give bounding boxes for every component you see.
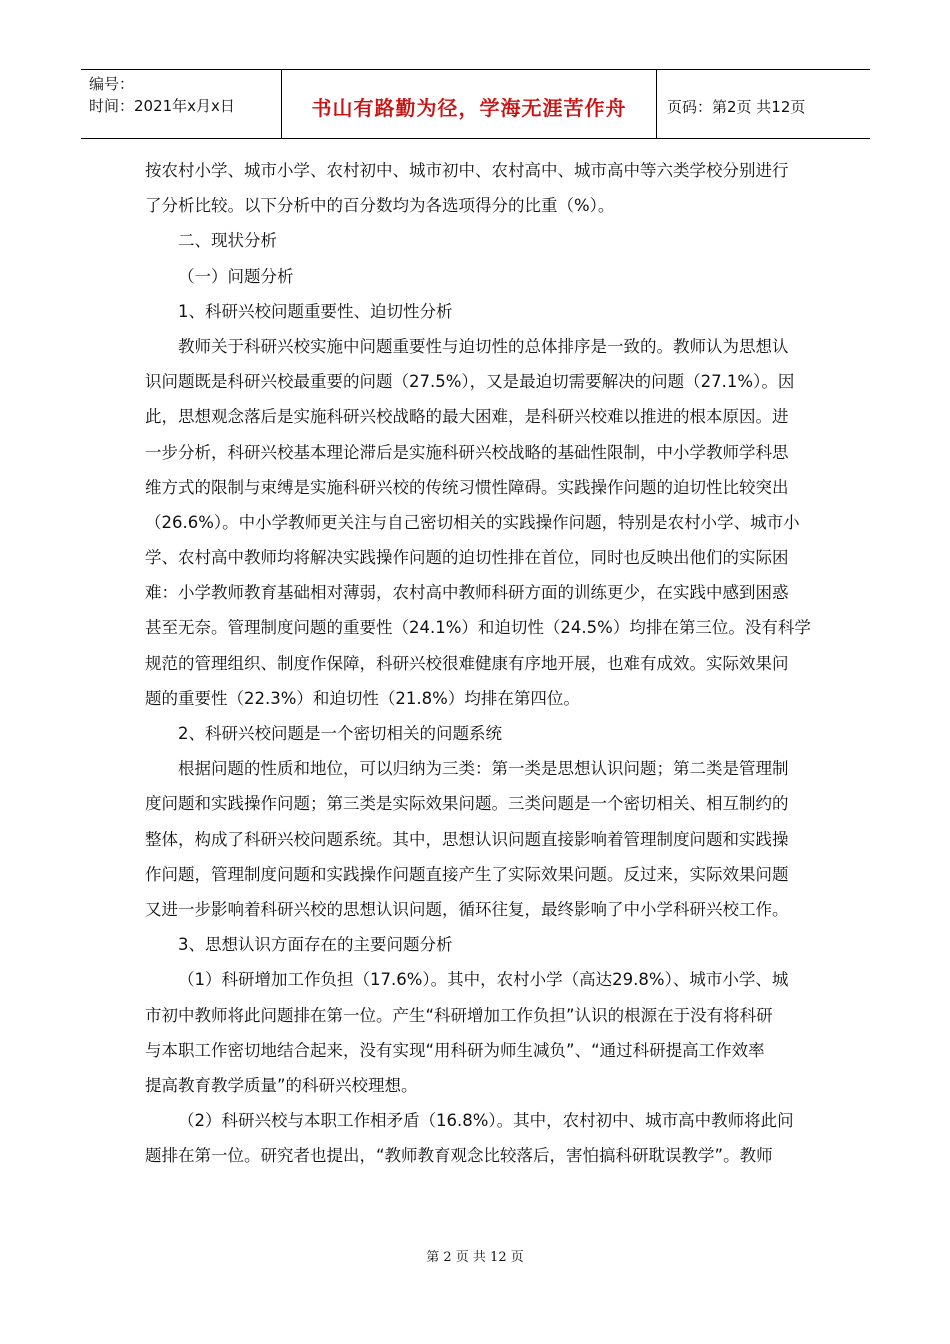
header-page-cell <box>657 70 870 138</box>
date-label: 时间：2021年x月x日 <box>89 97 235 115</box>
text-line: 按农村小学、城市小学、农村初中、城市初中、农村高中、城市高中等六类学校分别进行 <box>145 161 789 180</box>
text-line: 提高教育教学质量”的科研兴校理想。 <box>145 1075 418 1095</box>
text-line: 题的重要性（22.3%）和迫切性（21.8%）均排在第四位。 <box>145 688 580 708</box>
text-line: 难：小学教师教育基础相对薄弱，农村高中教师科研方面的训练更少，在实践中感到困惑 <box>145 583 789 603</box>
item-heading: 3、思想认识方面存在的主要问题分析 <box>178 935 453 955</box>
text-line: 维方式的限制与束缚是实施科研兴校的传统习惯性障碍。实践操作问题的迫切性比较突出 <box>145 477 789 497</box>
item-heading: 2、科研兴校问题是一个密切相关的问题系统 <box>178 724 502 743</box>
text-line: （2）科研兴校与本职工作相矛盾（16.8%）。其中，农村初中、城市高中教师将此问 <box>178 1111 794 1131</box>
text-line: 题排在第一位。研究者也提出，“教师教育观念比较落后，害怕搞科研耽误教学”。教师 <box>145 1146 773 1166</box>
header-meta <box>81 70 281 138</box>
text-line: 一步分析，科研兴校基本理论滞后是实施科研兴校战略的基础性限制，中小学教师学科思 <box>145 442 789 462</box>
text-line: 根据问题的性质和地位，可以归纳为三类：第一类是思想认识问题；第二类是管理制 <box>178 759 789 779</box>
number-label: 编号： <box>89 75 135 93</box>
text-line: 教师关于科研兴校实施中问题重要性与迫切性的总体排序是一致的。教师认为思想认 <box>178 336 789 356</box>
body-text <box>145 153 811 1173</box>
text-line: （26.6%）。中小学教师更关注与自己密切相关的实践操作问题，特别是农村小学、城市小 <box>145 512 800 532</box>
text-line: 学、农村高中教师均将解决实践操作问题的迫切性排在首位，同时也反映出他们的实际困 <box>145 548 789 568</box>
text-line: 识问题既是科研兴校最重要的问题（27.5%），又是最迫切需要解决的问题（27.1%）。因 <box>145 372 795 392</box>
text-line: 规范的管理组织、制度作保障，科研兴校很难健康有序地开展，也难有成效。实际效果问 <box>145 653 789 673</box>
text-line: （1）科研增加工作负担（17.6%）。其中，农村小学（高达29.8%）、城市小学、城 <box>178 970 789 990</box>
section-heading: 二、现状分析 <box>178 231 277 251</box>
subsection-heading: （一）问题分析 <box>178 266 294 286</box>
header-motto-cell <box>281 70 657 138</box>
page-label: 页码：第2页 共12页 <box>667 97 806 116</box>
page-footer: 第 2 页 共 12 页 <box>426 1250 524 1265</box>
text-line: 此，思想观念落后是实施科研兴校战略的最大困难，是科研兴校难以推进的根本原因。进 <box>145 407 789 427</box>
text-line: 了分析比较。以下分析中的百分数均为各选项得分的比重（%）。 <box>145 196 615 216</box>
motto: 书山有路勤为径，学海无涯苦作舟 <box>311 95 627 120</box>
text-line: 度问题和实践操作问题；第三类是实际效果问题。三类问题是一个密切相关、相互制约的 <box>145 794 789 814</box>
text-line: 整体，构成了科研兴校问题系统。其中，思想认识问题直接影响着管理制度问题和实践操 <box>145 829 789 849</box>
text-line: 甚至无奈。管理制度问题的重要性（24.1%）和迫切性（24.5%）均排在第三位。没有科学 <box>145 618 811 638</box>
item-heading: 1、科研兴校问题重要性、迫切性分析 <box>178 301 453 321</box>
text-line: 作问题，管理制度问题和实践操作问题直接产生了实际效果问题。反过来，实际效果问题 <box>145 864 789 884</box>
text-line: 市初中教师将此问题排在第一位。产生“科研增加工作负担”认识的根源在于没有将科研 <box>145 1005 773 1025</box>
text-line: 与本职工作密切地结合起来，没有实现“用科研为师生减负”、“通过科研提高工作效率 <box>145 1040 765 1060</box>
text-line: 又进一步影响着科研兴校的思想认识问题，循环往复，最终影响了中小学科研兴校工作。 <box>145 899 789 919</box>
page-header <box>81 69 870 139</box>
